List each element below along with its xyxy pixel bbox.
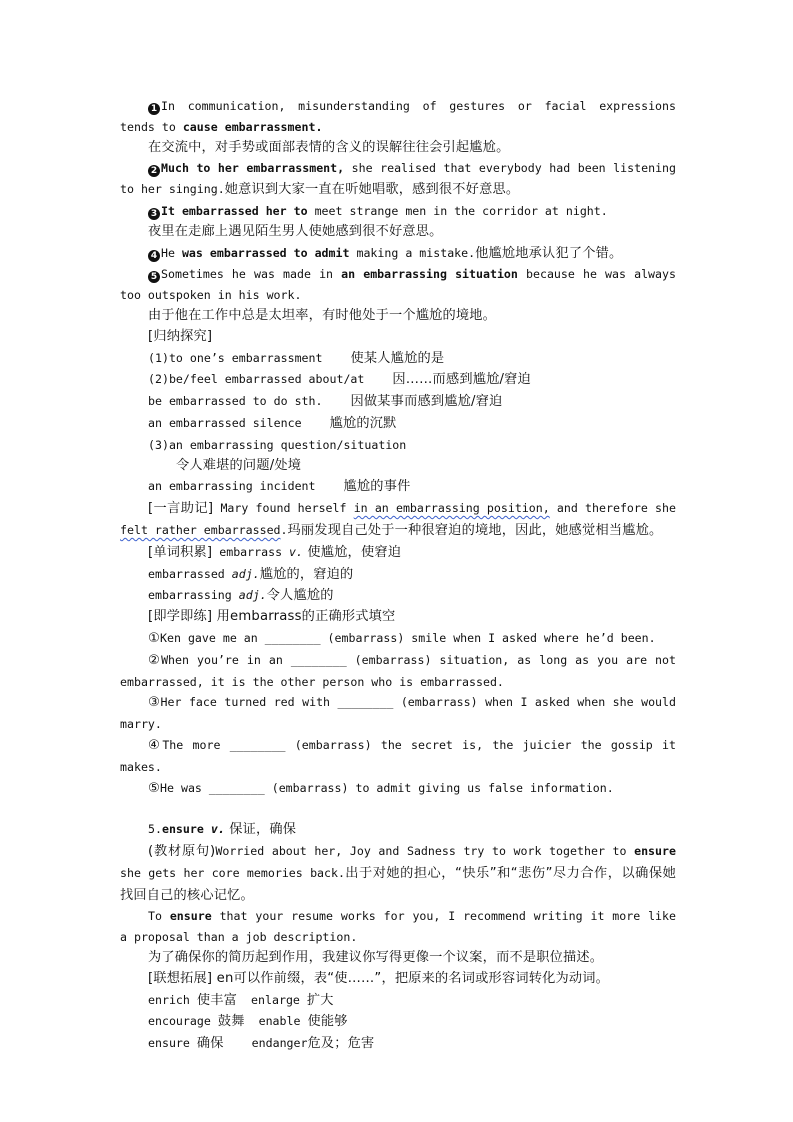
example-3: 3 It embarrassed her to meet strange men in the corridor at night.: [120, 201, 676, 222]
word-item: embarrassing adj.令人尴尬的: [148, 588, 334, 604]
ensure-example-translation: 为了确保你的简历起到作用，我建议你写得更像一个议案，而不是职位描述。: [148, 950, 604, 966]
summary-item: an embarrassed silence 尴尬的沉默: [148, 415, 397, 431]
practice-question: ③Her face turned red with ________ (embarrass) when I asked when she would marry.: [120, 695, 677, 732]
summary-item: an embarrassing incident 尴尬的事件: [148, 479, 411, 495]
section-title-ensure: 5.ensure v. 保证，确保: [148, 822, 297, 838]
circled-number: 4: [148, 250, 160, 262]
summary-heading: [归纳探究]: [148, 328, 213, 344]
example-5-translation: 由于他在工作中总是太坦率，有时他处于一个尴尬的境地。: [148, 307, 497, 323]
example-5: 5 Sometimes he was made in an embarrassing situation because he was always too outspoken in his work.: [120, 267, 676, 303]
circled-number: 2: [148, 165, 160, 177]
circled-number: 3: [148, 208, 160, 220]
practice-question: ④The more ________ (embarrass) the secret is, the juicier the gossip it makes.: [120, 737, 676, 774]
prefix-word-pair: encourage 鼓舞 enable 使能够: [148, 1014, 348, 1030]
ensure-example: To ensure that your resume works for you, I recommend writing it more like a proposal than a job description.: [120, 909, 676, 945]
association-expansion: [联想拓展] en可以作前缀，表“使……”，把原来的名词或形容词转化为动词。: [148, 970, 610, 986]
prefix-word-pair: ensure 确保 endanger危及；危害: [148, 1036, 375, 1052]
example-2: 2 Much to her embarrassment, she realised that everybody had been listening to her singing.她意识到大家一直在听她唱歌，感到很不好意思。: [120, 161, 677, 198]
practice-question: ②When you’re in an ________ (embarrass) situation, as long as you are not embarrassed, it is the other person who is embarrassed.: [120, 652, 676, 689]
circled-number: 5: [148, 271, 160, 283]
summary-item: (2)be/feel embarrassed about/at 因……而感到尴尬/窘迫: [148, 372, 531, 388]
example-3-translation: 夜里在走廊上遇见陌生男人使她感到很不好意思。: [148, 223, 443, 239]
document-page: [120, 96, 676, 1055]
memory-aid: [一言助记] Mary found herself in an embarrassing position, and therefore she felt rather embarrassed.玛丽发现自己处于一种很窘迫的境地，因此，她感觉相当尴尬。: [120, 501, 676, 538]
wavy-underline-phrase: in an embarrassing position,: [353, 501, 550, 516]
practice-heading: [即学即练] 用embarrass的正确形式填空: [148, 609, 396, 625]
textbook-sentence: (教材原句)Worried about her, Joy and Sadness try to work together to ensure she gets her core memories back.出于对她的担心，“快乐”和“悲伤”尽力合作，以确保她找回自己的核心记忆。: [120, 844, 676, 903]
circled-number: 1: [148, 103, 160, 115]
example-1: 1 In communication, misunderstanding of gestures or facial expressions tends to cause embarrassment.: [120, 99, 676, 134]
prefix-word-pair: enrich 使丰富 enlarge 扩大: [148, 992, 334, 1008]
practice-question: ⑤He was ________ (embarrass) to admit giving us false information.: [148, 780, 614, 796]
example-4: 4 He was embarrassed to admit making a mistake.他尴尬地承认犯了个错。: [120, 243, 676, 265]
summary-item: (1)to one’s embarrassment 使某人尴尬的是: [148, 350, 445, 366]
word-item: embarrassed adj.尴尬的，窘迫的: [148, 566, 354, 582]
summary-item: 令人难堪的问题/处境: [176, 457, 302, 473]
practice-question: ①Ken gave me an ________ (embarrass) smile when I asked where he’d been.: [148, 630, 656, 646]
example-1-translation: 在交流中，对手势或面部表情的含义的误解往往会引起尴尬。: [148, 139, 510, 155]
summary-item: be embarrassed to do sth. 因做某事而感到尴尬/窘迫: [148, 394, 503, 410]
summary-item: (3)an embarrassing question/situation: [148, 437, 407, 452]
word-accumulation: [单词积累] embarrass v. 使尴尬，使窘迫: [148, 544, 402, 560]
wavy-underline-phrase: felt rather embarrassed: [120, 522, 281, 537]
